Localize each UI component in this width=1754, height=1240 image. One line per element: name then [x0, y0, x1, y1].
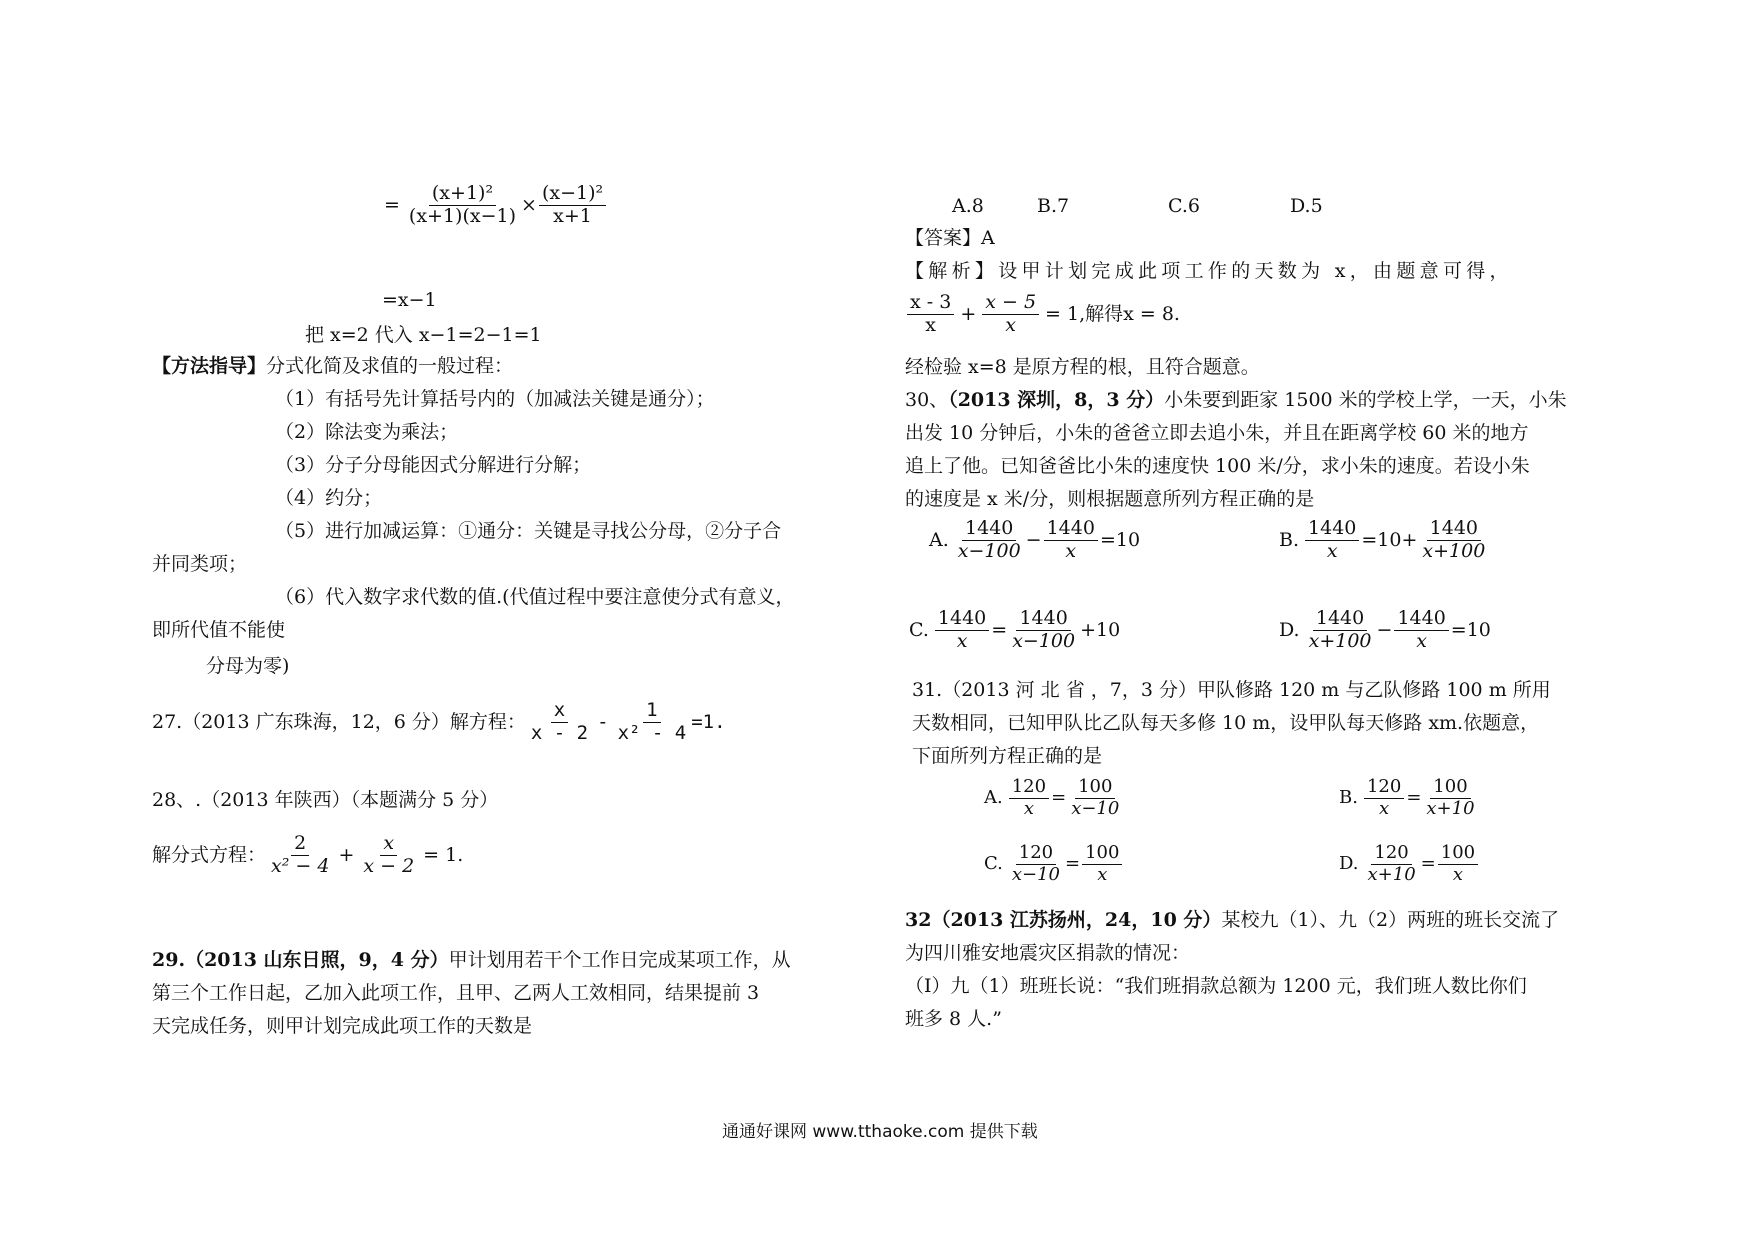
fraction	[406, 183, 519, 228]
question-28-equation	[152, 833, 467, 878]
option-label: D.	[1339, 853, 1359, 875]
equals-sign: =	[1420, 853, 1436, 875]
question-32-line-3: （Ⅰ）九（1）班班长说：“我们班捐款总额为 1200 元，我们班人数比你们	[905, 975, 1527, 997]
option-label: B.	[1279, 528, 1300, 551]
numerator: 1440	[962, 518, 1016, 541]
fraction	[1009, 843, 1063, 885]
q31-option-b	[1335, 777, 1480, 819]
question-29-line-1	[152, 950, 791, 971]
denominator: x	[956, 629, 968, 652]
numerator: x	[380, 833, 397, 856]
numerator: 1440	[1427, 518, 1481, 541]
question-31-line-2: 天数相同，已知甲队比乙队每天多修 10 m，设甲队每天修路 xm.依题意，	[912, 712, 1540, 734]
q30-text: 小朱要到距家 1500 米的学校上学，一天，小朱	[1164, 389, 1567, 411]
denominator: x	[1416, 629, 1427, 652]
numerator: 100	[1430, 777, 1470, 799]
q29-option-a: A.8	[952, 195, 984, 217]
denominator: x	[1452, 863, 1463, 885]
question-29-line-3: 天完成任务，则甲计划完成此项工作的天数是	[152, 1015, 533, 1037]
numerator: x	[551, 700, 568, 723]
denominator: x	[1005, 313, 1016, 336]
q32-source: 32（2013 江苏扬州，24，10 分）	[905, 909, 1222, 931]
answer-line: 【答案】A	[905, 227, 995, 249]
q30-source: （2013 深圳，8，3 分）	[948, 389, 1165, 411]
numerator: 1	[643, 700, 660, 723]
numerator: 100	[1438, 843, 1478, 865]
step-6-cont: 即所代值不能使	[152, 619, 286, 641]
denominator: x - 2	[530, 721, 589, 744]
denominator: x	[1065, 539, 1077, 562]
denominator: x	[1379, 797, 1390, 819]
operator-tail: =10	[1450, 618, 1491, 641]
denominator: x	[1326, 539, 1338, 562]
step-3: （3）分子分母能因式分解进行分解；	[275, 454, 592, 476]
numerator: 100	[1082, 843, 1122, 865]
plus-sign: +	[338, 843, 355, 866]
q30-option-d	[1275, 608, 1491, 653]
fraction	[1009, 608, 1078, 653]
numerator: 120	[1364, 777, 1404, 799]
result-line: =x−1	[382, 289, 437, 311]
step-4: （4）约分；	[275, 487, 383, 509]
numerator: (x+1)²	[429, 183, 496, 206]
operator: −	[1376, 618, 1393, 641]
fraction	[1419, 518, 1488, 563]
step-6-end: 分母为零)	[206, 655, 290, 677]
operator: =10+	[1361, 528, 1418, 551]
fraction	[1423, 777, 1477, 819]
q29-option-c: C.6	[1168, 195, 1200, 217]
question-27	[152, 700, 726, 745]
question-29-line-2: 第三个工作日起，乙加入此项工作，且甲、乙两人工效相同，结果提前 3	[152, 982, 760, 1004]
numerator: 2	[291, 833, 309, 856]
q27-text: 27.（2013 广东珠海，12，6 分）解方程：	[152, 710, 526, 733]
q30-number: 30、	[905, 389, 949, 411]
option-label: D.	[1279, 618, 1300, 641]
fraction	[539, 183, 606, 228]
denominator: x−10	[1071, 797, 1120, 819]
q29-option-b: B.7	[1037, 195, 1070, 217]
q31-option-a	[980, 777, 1124, 819]
step-6: （6）代入数字求代数的值.(代值过程中要注意使分式有意义，	[275, 586, 795, 608]
fraction	[1394, 608, 1448, 653]
question-32-line-2: 为四川雅安地震灾区捐款的情况：	[905, 942, 1191, 964]
fraction	[1306, 608, 1375, 653]
denominator: x − 2	[363, 854, 415, 877]
method-guide	[152, 356, 513, 377]
denominator: x² − 4	[271, 854, 330, 877]
denominator: (x+1)(x−1)	[408, 204, 517, 227]
footer-text: 通通好课网 www.tthaoke.com 提供下载	[722, 1122, 1038, 1142]
denominator: x+10	[1367, 863, 1416, 885]
numerator: 1440	[1305, 518, 1359, 541]
q32-text: 某校九（1）、九（2）两班的班长交流了	[1221, 909, 1560, 931]
fraction	[268, 833, 332, 878]
operator-tail: =10	[1099, 528, 1141, 551]
step-5: （5）进行加减运算：①通分：关键是寻找公分母，②分子合	[275, 520, 782, 542]
equals-sign: =	[1406, 787, 1422, 809]
method-intro: 分式化简及求值的一般过程：	[266, 355, 514, 377]
fraction	[360, 833, 417, 878]
numerator: x - 3	[907, 292, 954, 315]
q29-text: 甲计划用若干个工作日完成某项工作，从	[448, 949, 791, 971]
equals-sign: =	[1065, 853, 1081, 875]
step-1: （1）有括号先计算括号内的（加减法关键是通分）；	[275, 388, 715, 410]
fraction	[982, 292, 1039, 337]
q30-option-a	[925, 518, 1140, 563]
q31-option-d	[1335, 843, 1480, 885]
denominator: x² - 4	[617, 721, 687, 744]
q28-text: 解分式方程：	[152, 843, 267, 866]
question-32-line-1	[905, 910, 1559, 931]
option-label: C.	[909, 618, 929, 641]
fraction	[935, 608, 989, 653]
fraction	[1305, 518, 1359, 563]
analysis-line: 【解析】设甲计划完成此项工作的天数为 x，由题意可得，	[905, 260, 1513, 282]
denominator: x	[925, 313, 937, 336]
denominator: x+1	[553, 204, 592, 227]
q31-option-c	[980, 843, 1124, 885]
operator: =	[991, 618, 1008, 641]
q27-tail: =1.	[691, 710, 726, 733]
fraction	[955, 518, 1024, 563]
question-31-line-1: 31.（2013 河 北 省 ，7，3 分）甲队修路 120 m 与乙队修路 100 m 所用	[912, 679, 1551, 701]
solution-equation	[905, 292, 1184, 337]
question-32-line-4: 班多 8 人.”	[905, 1008, 1002, 1030]
question-30-line-3: 追上了他。已知爸爸比小朱的速度快 100 米/分，求小朱的速度。若设小朱	[905, 455, 1530, 477]
numerator: 100	[1075, 777, 1115, 799]
method-heading: 【方法指导】	[152, 355, 267, 377]
numerator: 1440	[935, 608, 989, 631]
numerator: 120	[1371, 843, 1411, 865]
option-label: A.	[929, 528, 949, 551]
simplification-step	[380, 183, 608, 228]
fraction	[1364, 777, 1404, 819]
times-sign: ×	[521, 193, 537, 216]
check-line: 经检验 x=8 是原方程的根，且符合题意。	[905, 356, 1260, 378]
fraction	[1365, 843, 1419, 885]
denominator: x−100	[957, 539, 1021, 562]
substitute-line: 把 x=2 代入 x−1=2−1=1	[305, 324, 542, 346]
fraction	[615, 700, 690, 745]
fraction	[1438, 843, 1478, 885]
denominator: x+100	[1422, 539, 1486, 562]
step-5-cont: 并同类项；	[152, 553, 248, 575]
plus-sign: +	[960, 302, 977, 325]
denominator: x	[1097, 863, 1108, 885]
numerator: 120	[1016, 843, 1056, 865]
option-label: C.	[984, 853, 1003, 875]
numerator: 1440	[1016, 608, 1070, 631]
option-label: A.	[984, 787, 1003, 809]
fraction	[907, 292, 954, 337]
q29-source: （2013 山东日照，9，4 分）	[185, 949, 449, 971]
numerator: 1440	[1394, 608, 1448, 631]
fraction	[1044, 518, 1098, 563]
fraction	[1082, 843, 1122, 885]
numerator: 120	[1009, 777, 1049, 799]
denominator: x+100	[1308, 629, 1372, 652]
operator-tail: +10	[1080, 618, 1121, 641]
question-30-line-1	[905, 390, 1567, 411]
numerator: (x−1)²	[539, 183, 606, 206]
q29-option-d: D.5	[1290, 195, 1323, 217]
q29-number: 29.	[152, 949, 186, 971]
question-30-line-4: 的速度是 x 米/分，则根据题意所列方程正确的是	[905, 488, 1315, 510]
question-31-line-3: 下面所列方程正确的是	[912, 745, 1103, 767]
q30-option-c	[905, 608, 1120, 653]
step-2: （2）除法变为乘法；	[275, 421, 459, 443]
fraction	[1068, 777, 1122, 819]
numerator: 1440	[1313, 608, 1367, 631]
option-label: B.	[1339, 787, 1358, 809]
operator: −	[1025, 528, 1042, 551]
minus-sign: -	[597, 710, 609, 733]
fraction	[1009, 777, 1049, 819]
numerator: x − 5	[982, 292, 1039, 315]
denominator: x	[1023, 797, 1034, 819]
equals-sign: =	[384, 193, 400, 216]
question-28-head: 28、.（2013 年陕西）（本题满分 5 分）	[152, 789, 499, 811]
denominator: x+10	[1426, 797, 1475, 819]
denominator: x−10	[1011, 863, 1060, 885]
q28-tail: = 1.	[423, 843, 464, 866]
denominator: x−100	[1012, 629, 1076, 652]
solution-tail: = 1,解得x = 8.	[1045, 302, 1180, 325]
q30-option-b	[1275, 518, 1490, 563]
equals-sign: =	[1051, 787, 1067, 809]
numerator: 1440	[1044, 518, 1098, 541]
fraction	[528, 700, 591, 745]
question-30-line-2: 出发 10 分钟后，小朱的爸爸立即去追小朱，并且在距离学校 60 米的地方	[905, 422, 1529, 444]
